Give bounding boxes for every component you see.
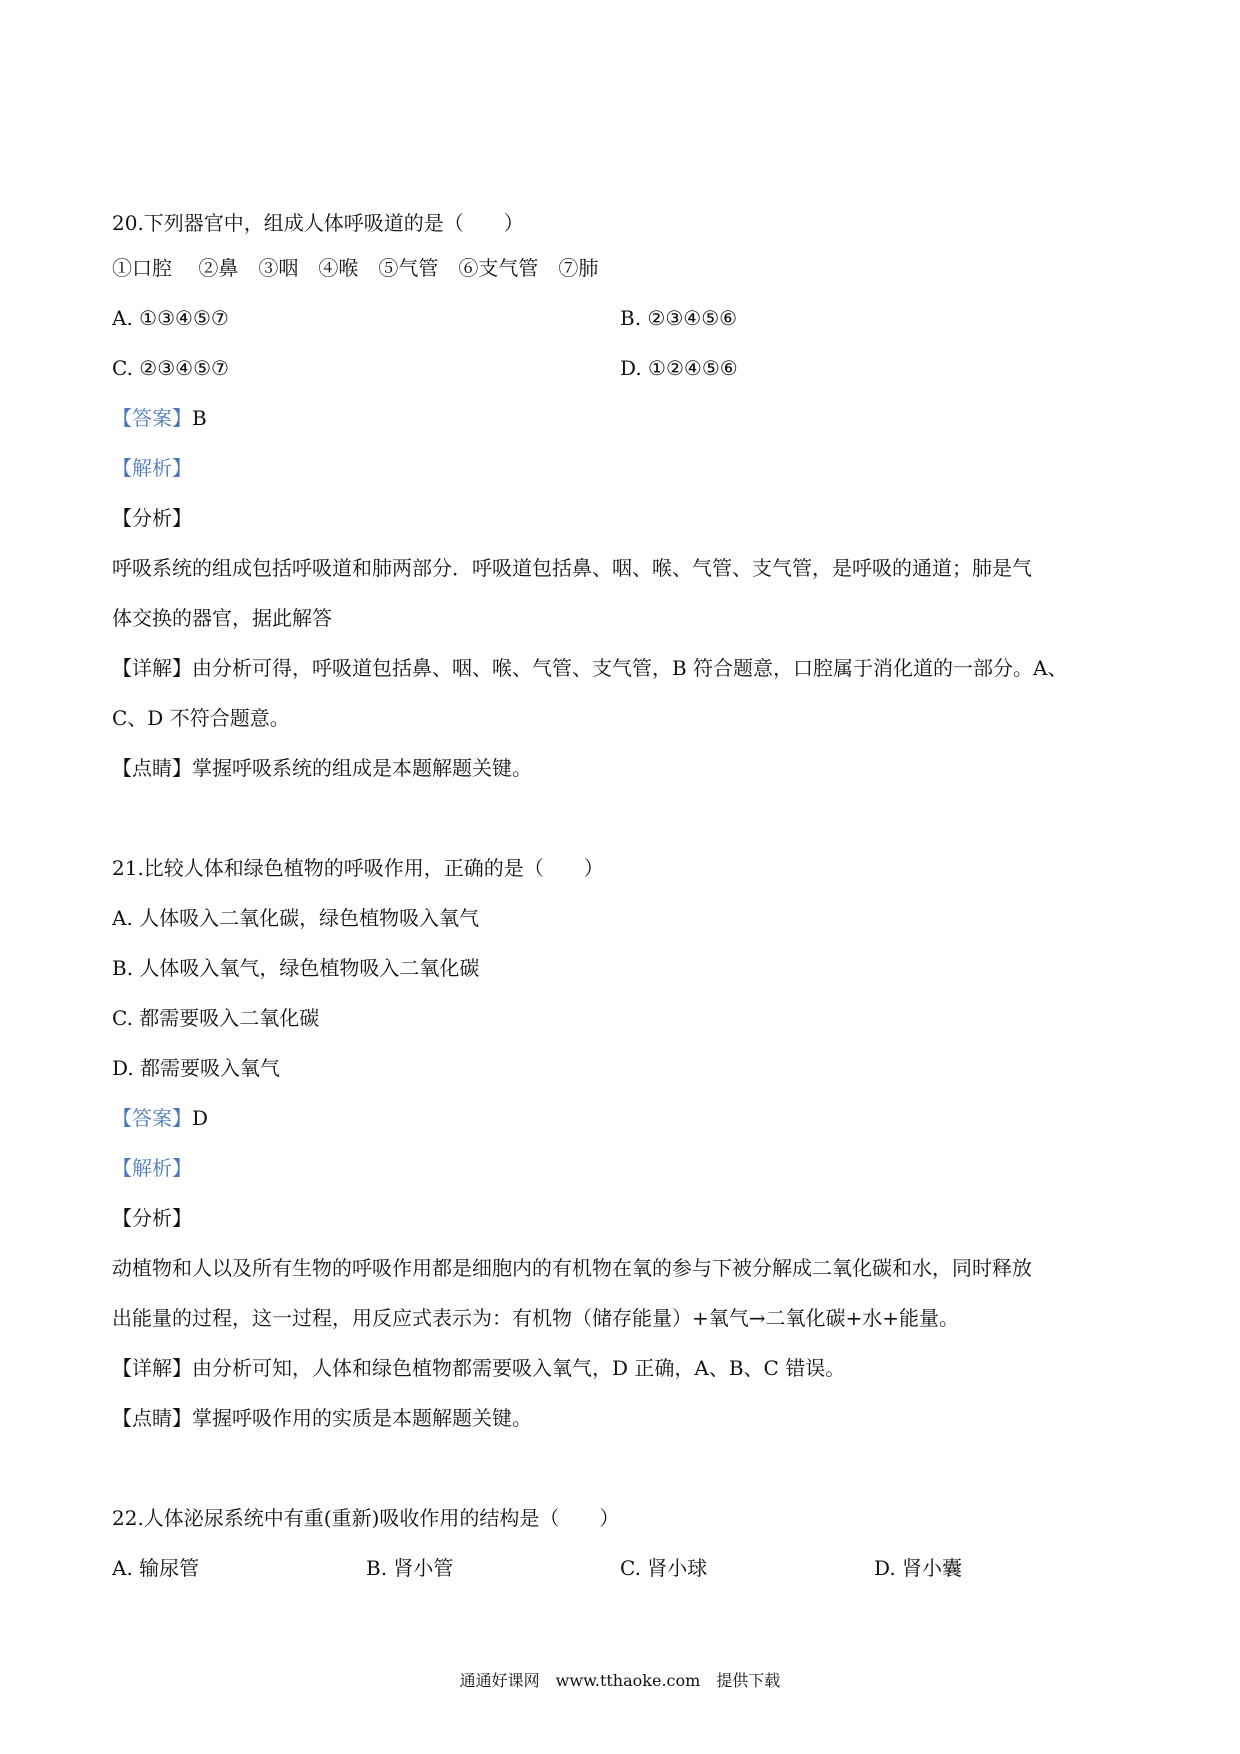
q22-option-a: A. 输尿管 xyxy=(112,1556,200,1580)
q21-answer-value: D xyxy=(192,1106,209,1130)
q20-tip-label: 【点睛】 xyxy=(112,756,192,780)
q21-option-a: A. 人体吸入二氧化碳，绿色植物吸入氧气 xyxy=(112,906,480,930)
q21-option-c: C. 都需要吸入二氧化碳 xyxy=(112,1006,320,1030)
q21-answer-label: 【答案】 xyxy=(112,1106,192,1130)
q20-analysis-line1: 呼吸系统的组成包括呼吸道和肺两部分．呼吸道包括鼻、咽、喉、气管、支气管，是呼吸的通道；肺是气 xyxy=(112,556,1032,580)
q21-detail xyxy=(112,1355,1140,1381)
q21-analysis-label: 【分析】 xyxy=(112,1206,192,1230)
q20-analysis-line2: 体交换的器官，据此解答 xyxy=(112,606,332,630)
q22-option-c: C. 肾小球 xyxy=(620,1556,708,1580)
q20-detail-label: 【详解】 xyxy=(112,656,192,680)
q20-detail xyxy=(112,655,1140,681)
q22-stem: 22.人体泌尿系统中有重(重新)吸收作用的结构是（ ） xyxy=(112,1506,620,1530)
q21-tip xyxy=(112,1405,1140,1431)
q20-detail-line1: 由分析可得，呼吸道包括鼻、咽、喉、气管、支气管，B 符合题意，口腔属于消化道的一部分。A、 xyxy=(192,656,1068,680)
q21-detail-label: 【详解】 xyxy=(112,1356,192,1380)
q21-stem: 21.比较人体和绿色植物的呼吸作用，正确的是（ ） xyxy=(112,856,604,880)
q22-option-d: D. 肾小囊 xyxy=(874,1556,963,1580)
q21-option-d: D. 都需要吸入氧气 xyxy=(112,1056,281,1080)
q21-tip-label: 【点睛】 xyxy=(112,1406,192,1430)
q20-items: ①口腔 ②鼻 ③咽 ④喉 ⑤气管 ⑥支气管 ⑦肺 xyxy=(112,256,599,280)
q21-tip-text: 掌握呼吸作用的实质是本题解题关键。 xyxy=(192,1406,532,1430)
q21-option-b: B. 人体吸入氧气，绿色植物吸入二氧化碳 xyxy=(112,956,480,980)
q20-explain-label: 【解析】 xyxy=(112,456,192,480)
q20-analysis-label: 【分析】 xyxy=(112,506,192,530)
q20-answer-value: B xyxy=(192,406,207,430)
q21-explain-label: 【解析】 xyxy=(112,1156,192,1180)
q20-tip xyxy=(112,755,1140,781)
q20-option-a: A. ①③④⑤⑦ xyxy=(112,306,229,330)
q20-stem: 20.下列器官中，组成人体呼吸道的是（ ） xyxy=(112,211,524,235)
q20-option-b: B. ②③④⑤⑥ xyxy=(620,306,738,330)
page-footer: 通通好课网 www.tthaoke.com 提供下载 xyxy=(459,1671,781,1690)
q21-answer xyxy=(112,1105,1140,1131)
q20-tip-text: 掌握呼吸系统的组成是本题解题关键。 xyxy=(192,756,532,780)
q22-option-b: B. 肾小管 xyxy=(366,1556,454,1580)
q20-answer-label: 【答案】 xyxy=(112,406,192,430)
q20-answer xyxy=(112,405,1140,431)
q21-analysis-line1: 动植物和人以及所有生物的呼吸作用都是细胞内的有机物在氧的参与下被分解成二氧化碳和水，同时释放 xyxy=(112,1256,1032,1280)
q20-option-d: D. ①②④⑤⑥ xyxy=(620,356,738,380)
q20-option-c: C. ②③④⑤⑦ xyxy=(112,356,229,380)
q21-analysis-line2: 出能量的过程，这一过程，用反应式表示为：有机物（储存能量）+氧气→二氧化碳+水+能量。 xyxy=(112,1306,960,1330)
q21-detail-text: 由分析可知，人体和绿色植物都需要吸入氧气，D 正确，A、B、C 错误。 xyxy=(192,1356,846,1380)
q20-detail-line2: C、D 不符合题意。 xyxy=(112,706,290,730)
